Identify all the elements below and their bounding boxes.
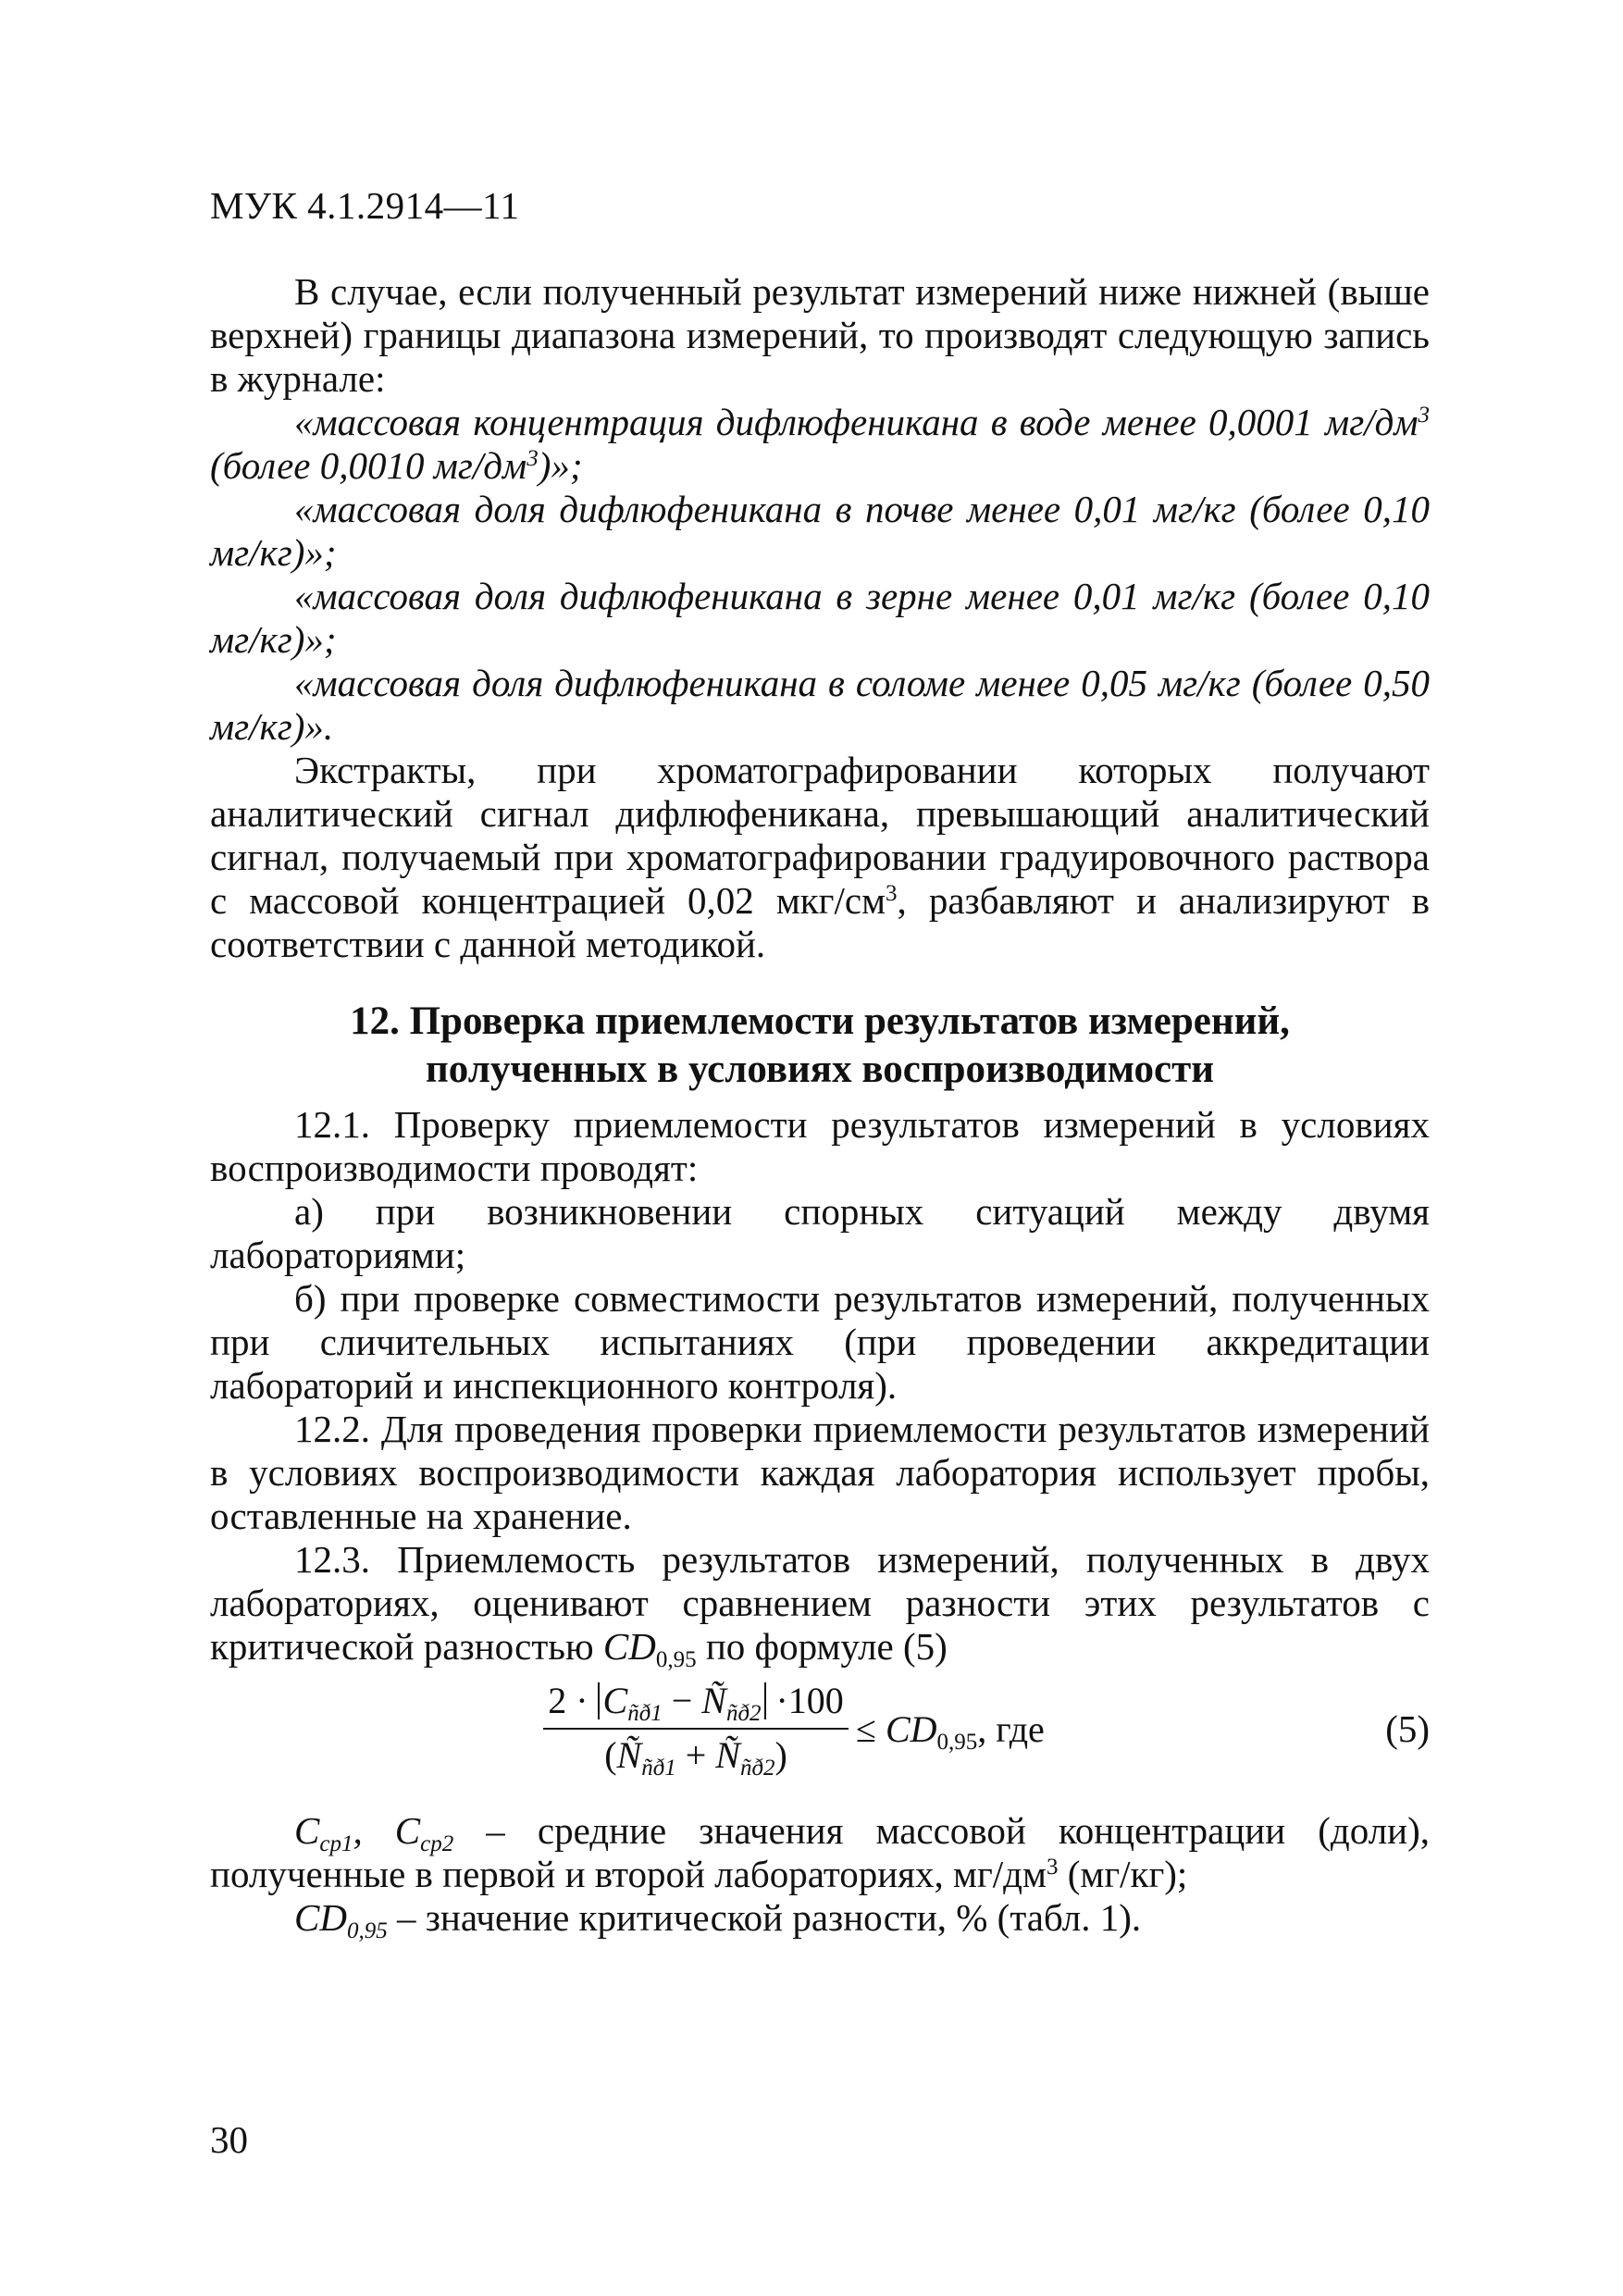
formula-5 — [210, 1676, 1430, 1796]
cd-subscript: 0,95 — [655, 1647, 697, 1672]
formula-num-tail: ·100 — [766, 1680, 844, 1721]
formula-d2: Ñ — [715, 1734, 740, 1776]
record-soil: «массовая доля дифлюфеникана в почве менее 0,01 мг/кг (более 0,10 мг/кг)»; — [210, 488, 1430, 574]
formula-plus: + — [675, 1734, 716, 1776]
def-c2-sub: ср2 — [420, 1831, 454, 1856]
extracts-paragraph — [210, 749, 1430, 966]
formula-minus: − — [662, 1680, 702, 1721]
formula-fraction — [543, 1676, 849, 1781]
formula-den-close: ) — [774, 1734, 787, 1776]
record-water-tail: )»; — [538, 444, 583, 487]
def-c2: C — [394, 1809, 421, 1852]
formula-d1-sub: ñð1 — [641, 1756, 676, 1781]
def-c-desc-tail: (мг/кг); — [1058, 1853, 1188, 1895]
section-title-line2: полученных в условиях воспроизводимости — [425, 1048, 1215, 1091]
paragraph-12-3 — [210, 1538, 1430, 1672]
def-c-desc: – средние значения массовой концентрации (доли), полученные в первой и второй лабораториях, мг/дм — [210, 1809, 1431, 1895]
formula-c1: C — [602, 1680, 628, 1721]
section-12-title — [210, 998, 1430, 1094]
formula-den-open: ( — [604, 1734, 617, 1776]
extracts-tail: , разбавляют и анализируют в соответствии с данной методикой. — [210, 879, 1430, 965]
def-cd-desc: – значение критической разности, % (табл. 1). — [387, 1896, 1142, 1939]
item-a: а) при возникновении спорных ситуаций между двумя лабораториями; — [210, 1190, 1430, 1276]
formula-le: ≤ — [856, 1708, 886, 1750]
def-c-exp: 3 — [1046, 1855, 1059, 1880]
document-code: МУК 4.1.2914—11 — [210, 184, 520, 227]
definition-c — [210, 1809, 1430, 1896]
extracts-exp: 3 — [886, 881, 898, 906]
formula-num-lead: 2 · — [548, 1680, 598, 1721]
formula-cd: CD — [885, 1708, 937, 1750]
extracts-text: Экстракты, при хроматографировании которых получают аналитический сигнал дифлюфеникана, превышающий аналитический сигнал, получаемый при хроматографировании градуировочного раствора с массовой концентрацией 0,02 мкг/см — [210, 749, 1430, 922]
record-water — [210, 401, 1430, 488]
formula-cd-sub: 0,95 — [936, 1730, 978, 1755]
def-sep: , — [353, 1809, 395, 1852]
formula-d2-sub: ñð2 — [739, 1756, 775, 1781]
def-c1-sub: ср1 — [319, 1831, 353, 1856]
paragraph-12-1: 12.1. Проверку приемлемости результатов измерений в условиях воспроизводимости проводят: — [210, 1103, 1430, 1189]
definition-cd — [210, 1896, 1430, 1943]
record-water-exp2: 3 — [527, 446, 539, 471]
formula-d1: Ñ — [616, 1734, 642, 1776]
cd-symbol: CD — [602, 1625, 656, 1668]
record-water-exp1: 3 — [1418, 403, 1430, 428]
formula-c1-sub: ñð1 — [627, 1701, 663, 1726]
formula-where: , где — [977, 1708, 1045, 1750]
formula-c2: Ñ — [701, 1680, 726, 1721]
paragraph-12-3-tail: по формуле (5) — [696, 1625, 948, 1668]
formula-denominator — [543, 1730, 849, 1781]
def-c1: C — [294, 1809, 320, 1852]
formula-rhs — [856, 1707, 1045, 1755]
record-water-lead: «массовая концентрация дифлюфеникана в воде менее 0,0001 мг/дм — [294, 401, 1419, 443]
formula-abs — [598, 1680, 767, 1726]
item-b: б) при проверке совместимости результатов измерений, полученных при сличительных испытаниях (при проведении аккредитации лабораторий и инспекционного контроля). — [210, 1277, 1430, 1407]
section-title-line1: 12. Проверка приемлемости результатов измерений, — [350, 999, 1290, 1043]
record-water-mid: (более 0,0010 мг/дм — [210, 444, 527, 487]
record-grain: «массовая доля дифлюфеникана в зерне менее 0,01 мг/кг (более 0,10 мг/кг)»; — [210, 575, 1430, 661]
page-number: 30 — [210, 2118, 248, 2161]
def-cd-sub: 0,95 — [346, 1918, 388, 1943]
def-cd: CD — [294, 1896, 347, 1939]
equation-number: (5) — [1385, 1707, 1430, 1750]
page-body — [210, 270, 1431, 1943]
formula-c2-sub: ñð2 — [725, 1701, 762, 1726]
intro-paragraph: В случае, если полученный результат измерений ниже нижней (выше верхней) границы диапазона измерений, то производят следующую запись в журнале: — [210, 270, 1430, 400]
paragraph-12-3-text: 12.3. Приемлемость результатов измерений, полученных в двух лабораториях, оценивают сравнением разности этих результатов с критической разностью — [210, 1538, 1430, 1668]
paragraph-12-2: 12.2. Для проведения проверки приемлемости результатов измерений в условиях воспроизводимости каждая лаборатория использует пробы, оставленные на хранение. — [210, 1408, 1430, 1537]
formula-numerator — [543, 1676, 849, 1726]
record-straw: «массовая доля дифлюфеникана в соломе менее 0,05 мг/кг (более 0,50 мг/кг)». — [210, 662, 1430, 748]
